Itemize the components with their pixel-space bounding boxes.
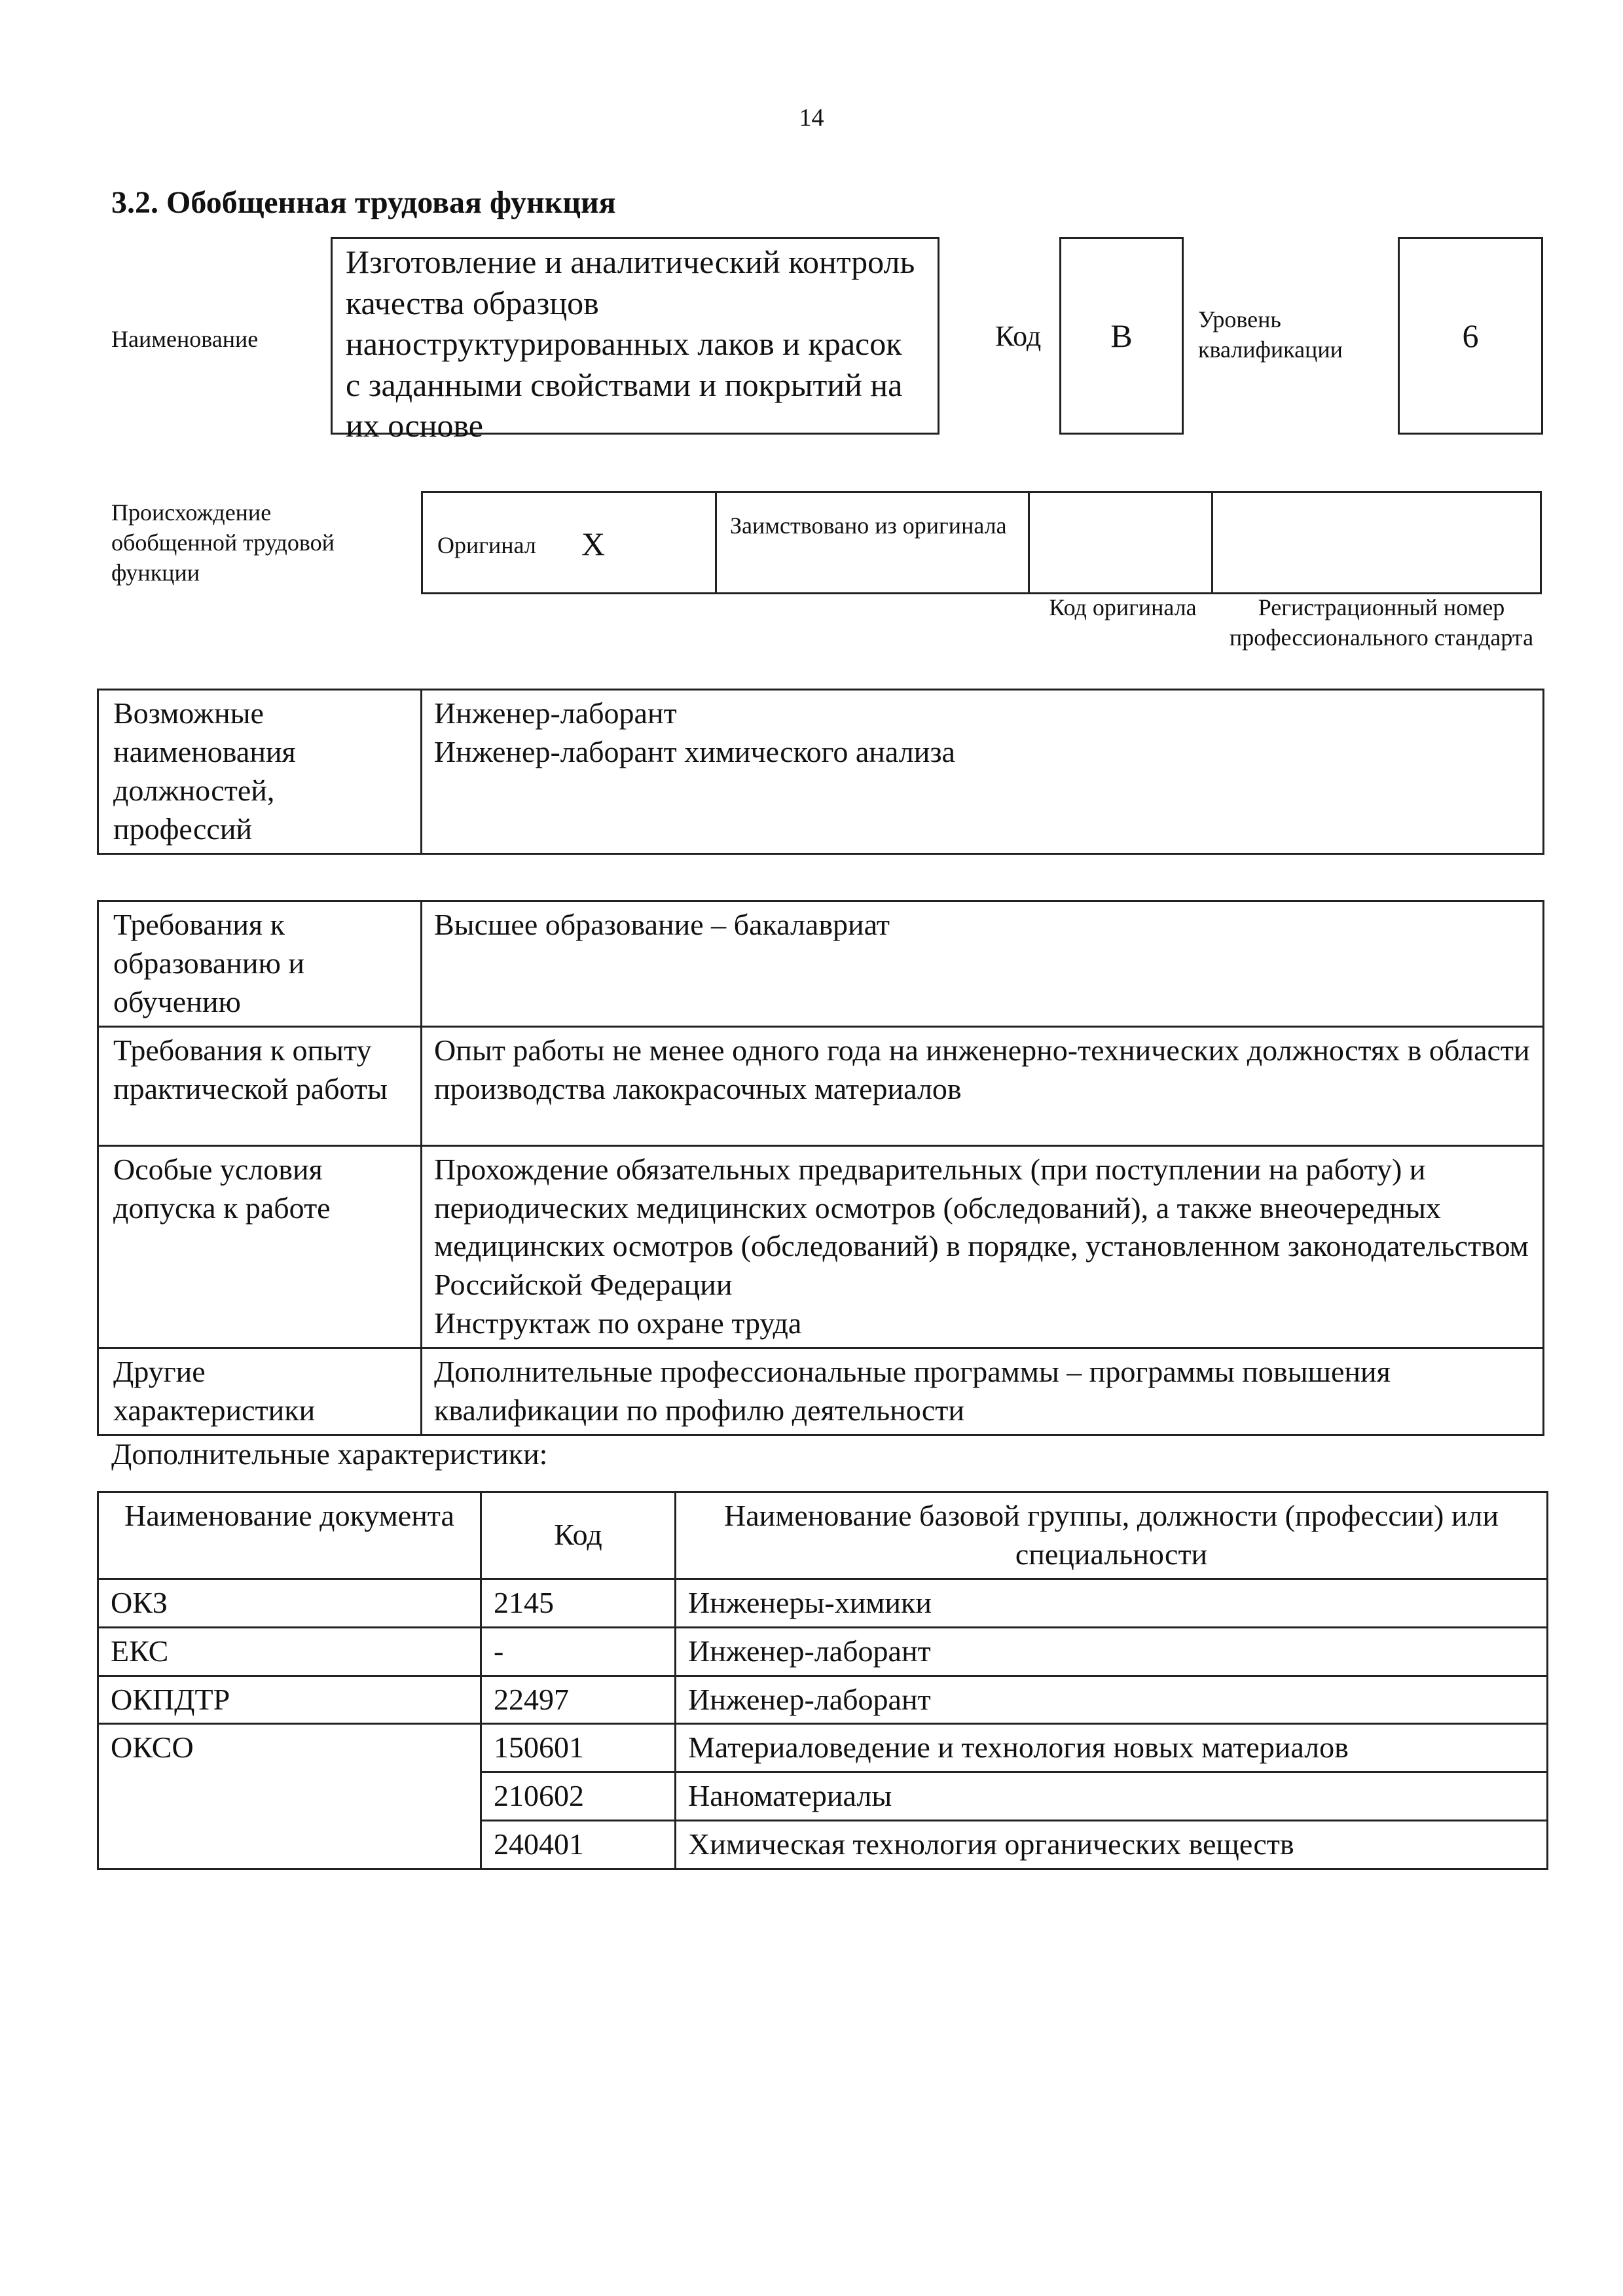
doc-cell: ЕКС [98, 1627, 481, 1676]
header-group: Наименование базовой группы, должности (профессии) или специальности [676, 1492, 1548, 1579]
requirement-value: Опыт работы не менее одного года на инженерно-технических должностях в области производства лакокрасочных материалов [422, 1026, 1544, 1145]
table-row [98, 1676, 1548, 1724]
page-number: 14 [799, 104, 824, 132]
code-value-box [1059, 237, 1184, 435]
doc-cell: ОКСО [98, 1724, 481, 1869]
table-row [98, 1724, 1548, 1772]
requirement-label: Особые условия допуска к работе [98, 1145, 422, 1348]
code-label: Код [995, 320, 1042, 352]
borrowed-label: Заимствовано из оригинала [730, 512, 1007, 539]
group-cell: Инженеры-химики [676, 1579, 1548, 1627]
requirement-label: Требования к образованию и обучению [98, 901, 422, 1027]
original-mark: Х [581, 526, 606, 562]
doc-cell: ОКПДТР [98, 1676, 481, 1724]
extra-title: Дополнительные характеристики: [111, 1437, 548, 1471]
header-doc: Наименование документа [98, 1492, 481, 1579]
group-cell: Наноматериалы [676, 1772, 1548, 1821]
requirements-table [97, 900, 1544, 1436]
positions-value: Инженер-лаборант Инженер-лаборант химического анализа [422, 690, 1544, 854]
requirement-row [98, 901, 1544, 1027]
header-code: Код [481, 1492, 676, 1579]
positions-label: Возможные наименования должностей, профессий [98, 690, 422, 854]
group-cell: Инженер-лаборант [676, 1676, 1548, 1724]
name-label: Наименование [111, 326, 259, 352]
doc-cell: ОКЗ [98, 1579, 481, 1627]
table-row [98, 1579, 1548, 1627]
reg-number-caption: Регистрационный номер профессионального стандарта [1229, 594, 1534, 651]
requirement-value: Прохождение обязательных предварительных (при поступлении на работу) и периодических медицинских осмотров (обследований), а также внеочередных медицинских осмотров (обследований) в порядке, установленном законодательством Российской Федерации Инструктаж по охране труда [422, 1145, 1544, 1348]
group-cell: Инженер-лаборант [676, 1627, 1548, 1676]
level-value-box [1398, 237, 1543, 435]
origin-label: Происхождение обобщенной трудовой функции [111, 499, 335, 586]
positions-table [97, 689, 1544, 855]
requirement-row [98, 1145, 1544, 1348]
requirement-value: Высшее образование – бакалавриат [422, 901, 1544, 1027]
group-cell: Материаловедение и технология новых материалов [676, 1724, 1548, 1772]
requirement-value: Дополнительные профессиональные программы – программы повышения квалификации по профилю деятельности [422, 1348, 1544, 1435]
group-cell: Химическая технология органических веществ [676, 1821, 1548, 1869]
name-value: Изготовление и аналитический контроль качества образцов наноструктурированных лаков и красок с заданными свойствами и покрытий на их основе [346, 243, 915, 444]
requirement-row [98, 1026, 1544, 1145]
original-label: Оригинал [437, 532, 536, 558]
section-title: 3.2. Обобщенная трудовая функция [111, 185, 616, 220]
table-row [98, 1627, 1548, 1676]
requirement-label: Требования к опыту практической работы [98, 1026, 422, 1145]
code-cell: 240401 [481, 1821, 676, 1869]
level-value: 6 [1462, 317, 1479, 354]
code-value: В [1110, 317, 1133, 354]
name-value-box [331, 237, 939, 444]
code-cell: 2145 [481, 1579, 676, 1627]
code-cell: 150601 [481, 1724, 676, 1772]
requirement-label: Другие характеристики [98, 1348, 422, 1435]
code-cell: 22497 [481, 1676, 676, 1724]
extra-table [97, 1491, 1548, 1870]
code-cell: - [481, 1627, 676, 1676]
code-original-caption: Код оригинала [1049, 594, 1197, 620]
code-cell: 210602 [481, 1772, 676, 1821]
requirement-row [98, 1348, 1544, 1435]
level-label: Уровень квалификации [1198, 306, 1343, 363]
